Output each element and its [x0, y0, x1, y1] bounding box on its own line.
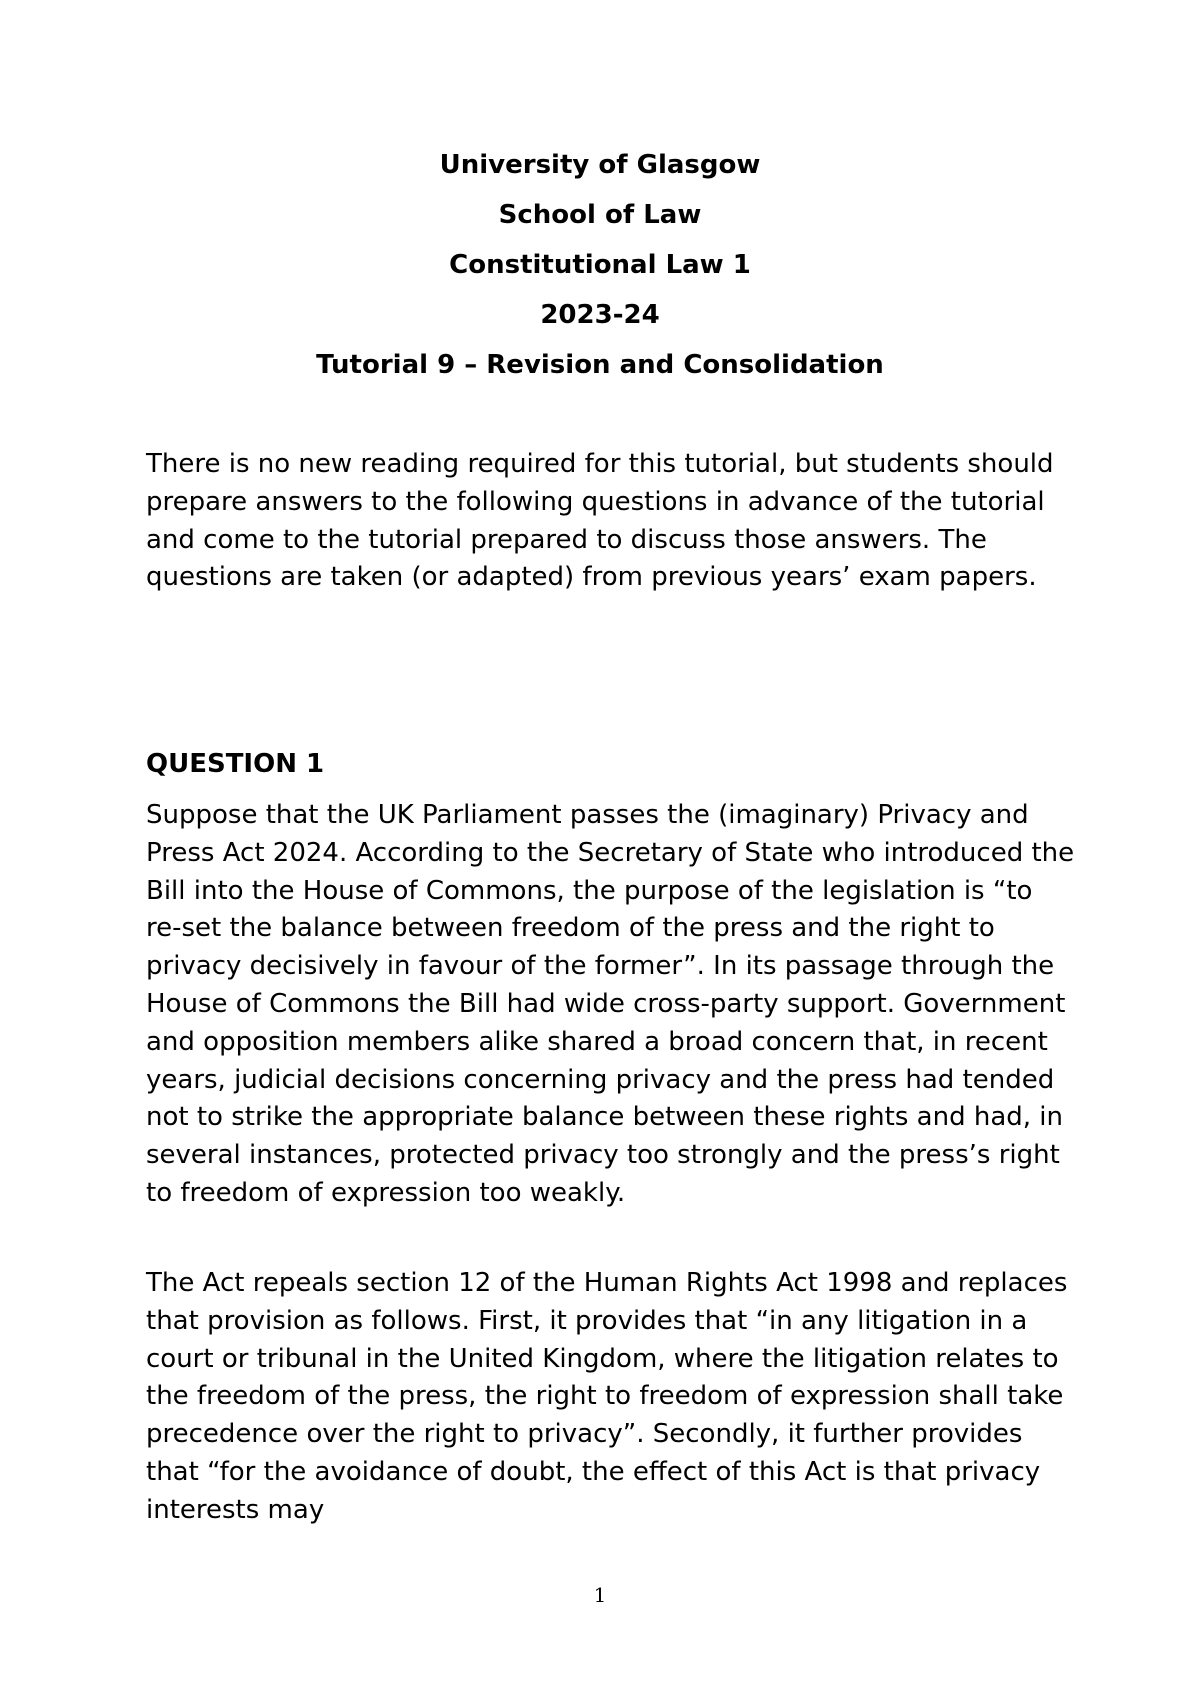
- intro-paragraph: There is no new reading required for this tutorial, but students should prepare answers to the following questions in advance of the tutorial and come to the tutorial prepared to discuss those answers. The questions are taken (or adapted) from previous years’ exam papers.: [146, 449, 1054, 593]
- university-name: University of Glasgow: [439, 150, 761, 180]
- question-1-heading: QUESTION 1: [146, 749, 325, 779]
- tutorial-title: Tutorial 9 – Revision and Consolidation: [316, 350, 884, 380]
- document-header: [0, 140, 1200, 390]
- question-1-paragraph-1: Suppose that the UK Parliament passes the (imaginary) Privacy and Press Act 2024. According to the Secretary of State who introduced the Bill into the House of Commons, the purpose of the legislation is “to re-set the balance between freedom of the press and the right to privacy decisively in favour of the former”. In its passage through the House of Commons the Bill had wide cross-party support. Government and opposition members alike shared a broad concern that, in recent years, judicial decisions concerning privacy and the press had tended not to strike the appropriate balance between these rights and had, in several instances, protected privacy too strongly and the press’s right to freedom of expression too weakly.: [146, 800, 1075, 1208]
- academic-year: 2023-24: [540, 300, 660, 330]
- course-name: Constitutional Law 1: [449, 250, 751, 280]
- page-number: 1: [593, 1583, 607, 1607]
- school-name: School of Law: [498, 200, 702, 230]
- question-1-paragraph-2: The Act repeals section 12 of the Human Rights Act 1998 and replaces that provision as follows. First, it provides that “in any litigation in a court or tribunal in the United Kingdom, where the litigation relates to the freedom of the press, the right to freedom of expression shall take precedence over the right to privacy”. Secondly, it further provides that “for the avoidance of doubt, the effect of this Act is that privacy interests may: [146, 1268, 1068, 1525]
